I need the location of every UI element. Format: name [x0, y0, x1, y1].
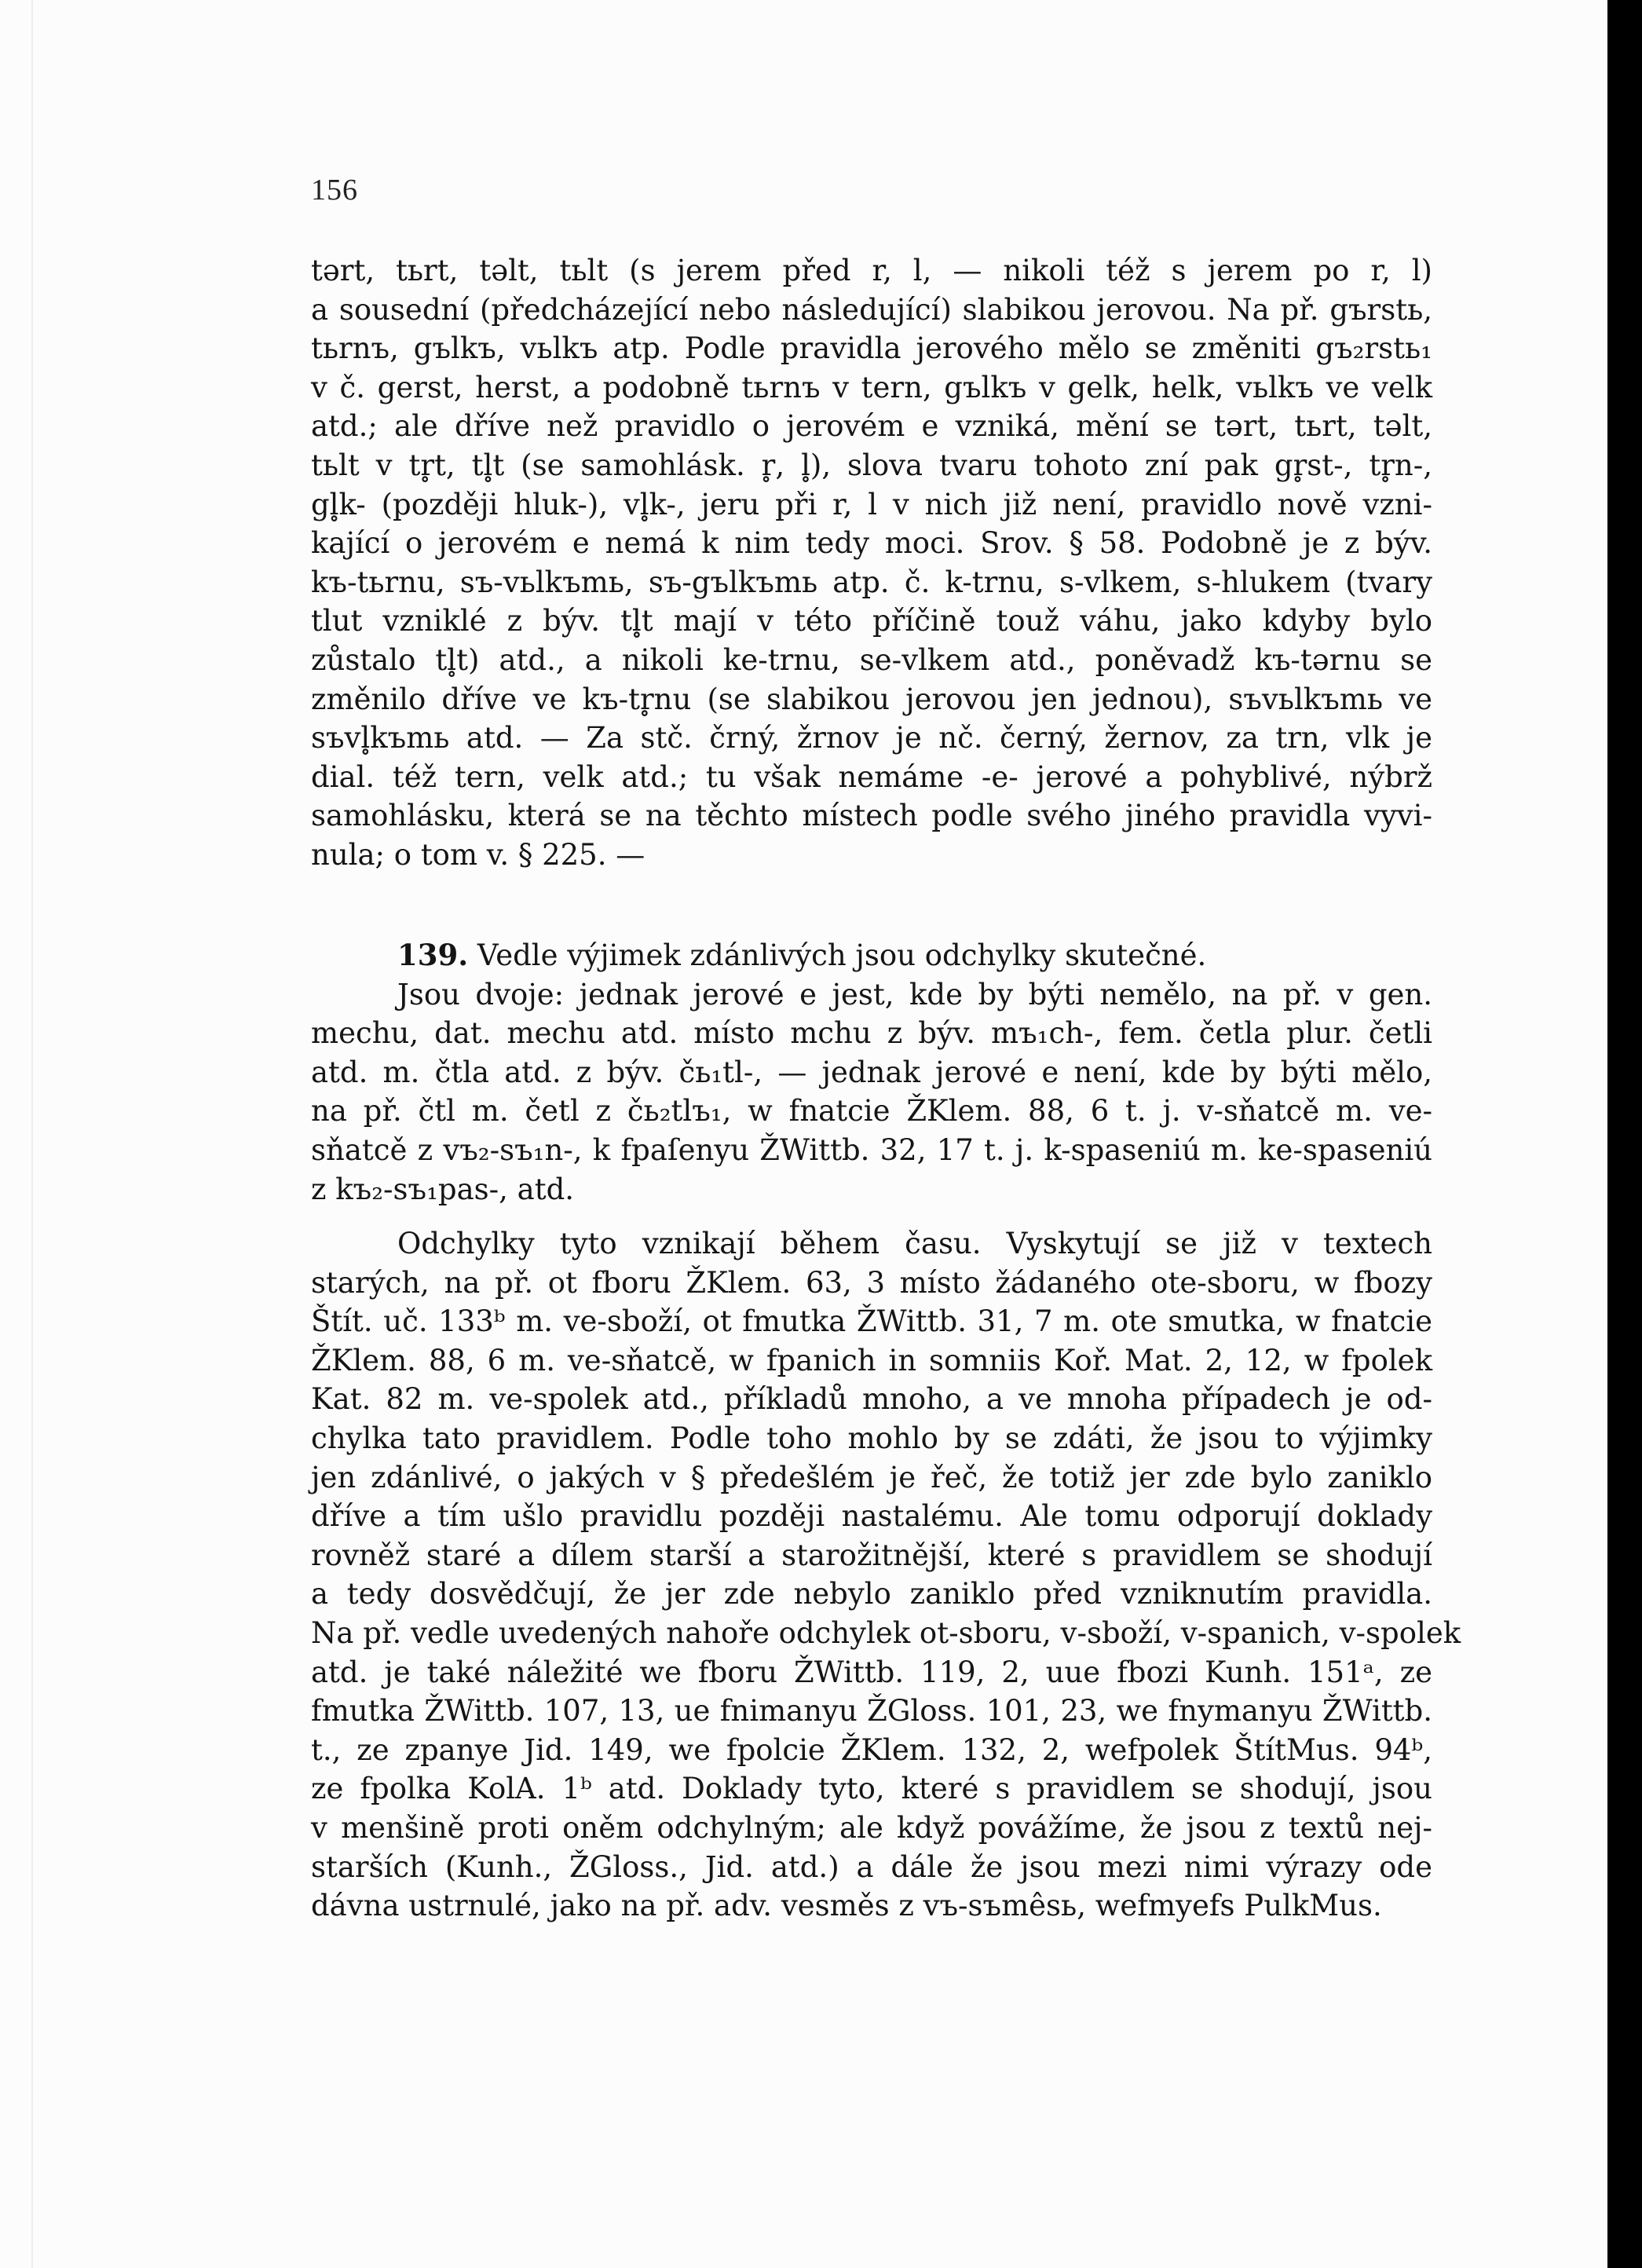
- text-line: dávna ustrnulé, jako na př. adv. vesměs z vъ-sъmêsь, wefmyefs PulkMus.: [311, 1889, 1382, 1923]
- text-line: Na př. vedle uvedených nahoře odchylek ot-sboru, v-sboží, v-spanich, v-spolek: [311, 1615, 1461, 1650]
- text-line: zůstalo tl̥t) atd., a nikoli ke-trnu, se-vlkem atd., poněvadž kъ-tərnu se: [311, 642, 1432, 677]
- text-line: Odchylky tyto vznikají během času. Vyskytují se již v textech: [397, 1227, 1432, 1260]
- text-line: kající o jerovém e nemá k nim tedy moci. Srov. § 58. Podobně je z býv.: [311, 526, 1432, 561]
- text-line: Štít. uč. 133ᵇ m. ve-sboží, ot fmutka ŽWittb. 31, 7 m. ote smutka, w fnatcie: [311, 1304, 1432, 1339]
- text-line: změnilo dříve ve kъ-tr̥nu (se slabikou jerovou jen jednou), sъvьlkъmь ve: [311, 682, 1432, 716]
- section-139: [311, 936, 1432, 1209]
- text-line: chylka tato pravidlem. Podle toho mohlo by se zdáti, že jsou to výjimky: [311, 1421, 1432, 1455]
- paragraph-continuation: [311, 251, 1432, 875]
- text-line: v č. gerst, herst, a podobně tьrnъ v tern, gъlkъ v gelk, helk, vьlkъ ve velk: [311, 370, 1432, 404]
- text-line: dříve a tím ušlo pravidlu později nastalému. Ale tomu odporují doklady: [311, 1499, 1432, 1534]
- text-line: starých, na př. ot fboru ŽKlem. 63, 3 místo žádaného ote-sboru, w fbozy: [311, 1265, 1432, 1300]
- text-line: v menšině proti oněm odchylným; ale když povážíme, že jsou z textů nej-: [311, 1810, 1432, 1845]
- text-line: tərt, tьrt, təlt, tьlt (s jerem před r, l, — nikoli též s jerem po r, l): [311, 254, 1432, 287]
- paragraph-odchylky: [311, 1224, 1461, 1926]
- text-line: gl̥k- (později hluk-), vl̥k-, jeru při r, l v nich již není, pravidlo nově vzni-: [311, 487, 1432, 521]
- text-line: ŽKlem. 88, 6 m. ve-sňatcě, w fpanich in somniis Koř. Mat. 2, 12, w fpolek: [311, 1343, 1432, 1377]
- section-heading-text: Vedle výjimek zdánlivých jsou odchylky skutečné.: [468, 938, 1207, 972]
- text-line: starších (Kunh., ŽGloss., Jid. atd.) a dále že jsou mezi nimi výrazy ode: [311, 1849, 1432, 1884]
- text-line: sňatcě z vъ₂-sъ₁n-, k fpaſenyu ŽWittb. 32, 17 t. j. k-spaseniú m. ke-spaseniú: [311, 1132, 1432, 1167]
- text-line: jen zdánlivé, o jakých v § předešlém je řeč, že totiž jer zde bylo zaniklo: [311, 1460, 1432, 1494]
- text-line: fmutka ŽWittb. 107, 13, ue fnimanyu ŽGloss. 101, 23, we fnymanyu ŽWittb.: [311, 1694, 1432, 1728]
- text-line: z kъ₂-sъ₁pas-, atd.: [311, 1172, 575, 1206]
- text-line: Kat. 82 m. ve-spolek atd., příkladů mnoho, a ve mnoha případech je od-: [311, 1382, 1432, 1417]
- text-line: atd. m. čtla atd. z býv. čь₁tl-, — jednak jerové e není, kde by býti mělo,: [311, 1055, 1432, 1089]
- text-line: a tedy dosvědčují, že jer zde nebylo zaniklo před vzniknutím pravidla.: [311, 1577, 1432, 1611]
- section-heading: [311, 936, 1432, 975]
- text-line: tьrnъ, gъlkъ, vьlkъ atp. Podle pravidla jerového mělo se změniti gъ₂rstь₁: [311, 331, 1432, 366]
- text-line: nula; o tom v. § 225. —: [311, 837, 645, 872]
- text-line: tlut vzniklé z býv. tl̥t mají v této příčině touž váhu, jako kdyby bylo: [311, 604, 1432, 638]
- section-number: 139.: [397, 938, 469, 972]
- text-line: mechu, dat. mechu atd. místo mchu z býv. mъ₁ch-, fem. četla plur. četli: [311, 1016, 1432, 1051]
- text-line: sъvl̥kъmь atd. — Za stč. črný, žrnov je nč. černý, žernov, za trn, vlk je: [311, 721, 1432, 755]
- text-line: dial. též tern, velk atd.; tu však nemáme -e- jerové a pohyblivé, nýbrž: [311, 759, 1432, 794]
- text-line: na př. čtl m. četl z čь₂tlъ₁, w fnatcie ŽKlem. 88, 6 t. j. v-sňatcě m. ve-: [311, 1094, 1432, 1129]
- text-line: atd. je také náležité we fboru ŽWittb. 119, 2, uue fbozi Kunh. 151ᵃ, ze: [311, 1655, 1432, 1689]
- page-number: 156: [311, 174, 358, 207]
- text-line: atd.; ale dříve než pravidlo o jerovém e vzniká, mění se tərt, tьrt, təlt,: [311, 409, 1432, 444]
- text-line: a sousední (předcházející nebo následující) slabikou jerovou. Na př. gъrstь,: [311, 292, 1432, 327]
- text-line: t., ze zpanye Jid. 149, we fpolcie ŽKlem. 132, 2, wefpolek ŠtítMus. 94ᵇ,: [311, 1732, 1432, 1767]
- text-line: samohlásku, která se na těchto místech podle svého jiného pravidla vyvi-: [311, 799, 1432, 833]
- text-line: rovněž staré a dílem starší a starožitnější, které s pravidlem se shodují: [311, 1538, 1432, 1572]
- text-line: Jsou dvoje: jednak jerové e jest, kde by býti nemělo, na př. v gen.: [397, 977, 1432, 1011]
- text-line: ze fpolka KolA. 1ᵇ atd. Doklady tyto, které s pravidlem se shodují, jsou: [311, 1772, 1432, 1806]
- text-line: kъ-tьrnu, sъ-vьlkъmь, sъ-gъlkъmь atp. č. k-trnu, s-vlkem, s-hlukem (tvary: [311, 565, 1432, 599]
- text-line: tьlt v tr̥t, tl̥t (se samohlásk. r̥, l̥), slova tvaru tohoto zní pak gr̥st-, tr̥n-,: [311, 448, 1432, 482]
